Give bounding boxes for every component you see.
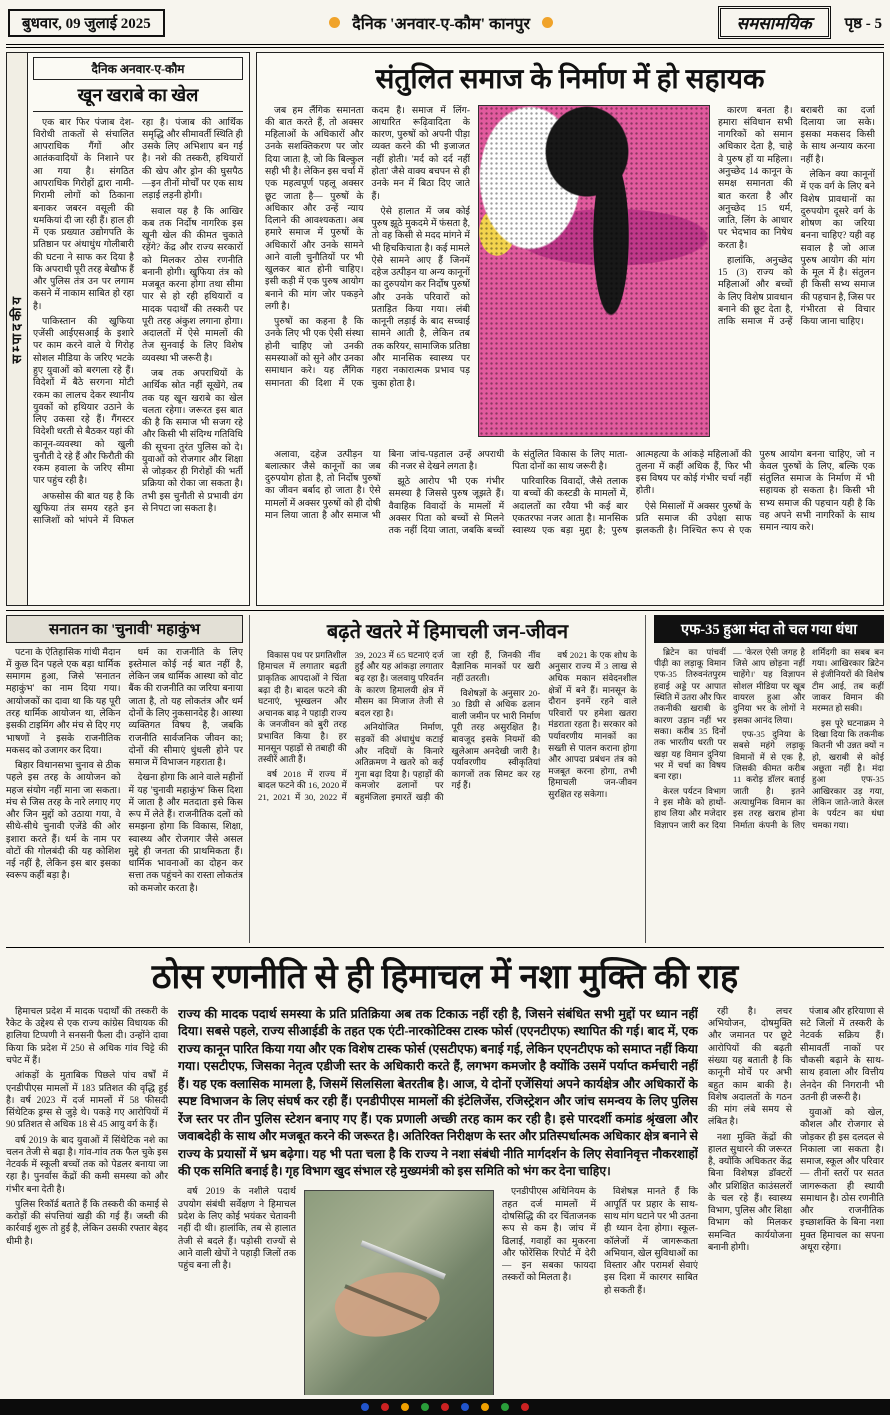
article-sanatan	[6, 615, 250, 943]
main-content-row	[265, 105, 875, 443]
editorial-kicker: दैनिक अनवार-ए-कौम	[33, 57, 243, 80]
paragraph: वर्ष 2019 के बाद युवाओं में सिंथेटिक नशे का चलन तेजी से बढ़ा है। गांव-गांव तक फैल चुके इस नेटवर्क में स्कूली बच्चों तक को पेडलर बनाया जा रहा है। पुनर्वास केंद्रों की कमी समस्या को और गंभीर बना देती है।	[6, 1135, 168, 1195]
page-number: पृष्ठ - 5	[844, 15, 882, 32]
paragraph: धर्म का राजनीति के लिए इस्तेमाल कोई नई बात नहीं है, लेकिन जब धार्मिक आस्था को वोट बैंक की राजनीति का जरिया बनाया जाता है, तो यह लोकतंत्र और धर्म दोनों के लिए नुकसानदेह है। आस्था व्यक्तिगत विषय है, जबकि राजनीति सार्वजनिक जीवन का; दोनों की सीमाएं धुंधली होने पर समाज में विभाजन गहराता है।	[128, 647, 243, 769]
himachal-headline: बढ़ते खतरे में हिमाचली जन-जीवन	[326, 620, 569, 643]
article-himachal	[250, 615, 646, 943]
paragraph: विकास पथ पर प्रगतिशील हिमाचल में लगातार बढ़ती प्राकृतिक आपदाओं ने चिंता बढ़ा दी है। बादल फटने की घटनाएं, भूस्खलन और अचानक बाढ़ ने पहाड़ी राज्य के जनजीवन को बुरी तरह प्रभावित किया है। हर मानसून पहाड़ों से तबाही की तस्वीरें आती हैं।	[258, 649, 347, 765]
main-left-columns	[265, 105, 470, 443]
article-main	[256, 52, 884, 606]
header-right	[718, 6, 882, 39]
paragraph: ब्रिटेन का पांचवीं पीढ़ी का लड़ाकू विमान एफ-35 तिरुवनंतपुरम हवाई अड्डे पर आपात स्थिति में उतरा और फिर तकनीकी खराबी के कारण उड़ान नहीं भर सका। करीब 35 दिनों तक भारतीय धरती पर खड़ा यह विमान दुनिया भर में चर्चा का विषय बना रहा।	[654, 646, 726, 782]
paragraph: वर्ष 2019 के नशीले पदार्थ उपयोग संबंधी सर्वेक्षण ने हिमाचल प्रदेश के लिए कोई भयंकर चेतावनी नहीं दी थी। हालांकि, तब से हालात तेजी से बदले हैं। पड़ोसी राज्यों से आने वाली खेपों ने पहाड़ी जिलों तक पहुंच बना ली है।	[178, 1187, 296, 1272]
paragraph: बिहार विधानसभा चुनाव से ठीक पहले इस तरह के आयोजन को महज संयोग नहीं माना जा सकता। मंच से जिस तरह के नारे लगाए गए और जिन मुद्दों को उठाया गया, वे सीधे-सीधे चुनावी एजेंडे की ओर इशारा करते हैं। धर्म के नाम पर वोटों की गोलबंदी की यह कोशिश नई नहीं है, लेकिन इस बार इसका स्वरूप कहीं बड़ा है।	[6, 761, 121, 882]
paragraph: इस पूरे घटनाक्रम ने दिखा दिया कि तकनीक कितनी भी उन्नत क्यों न हो, खराबी से कोई अछूता नहीं है। मंदा हुआ एफ-35 आखिरकार उड़ गया, लेकिन जाते-जाते केरल के पर्यटन का धंधा चमका गया।	[812, 717, 884, 830]
editorial-body	[33, 117, 243, 585]
bottom-center-right-columns	[502, 1186, 698, 1395]
paragraph: विशेषज्ञ मानते हैं कि आपूर्ति पर प्रहार के साथ-साथ मांग घटाने पर भी उतना ही ध्यान देना होगा। स्कूल-कॉलेजों में जागरूकता अभियान, खेल सुविधाओं का विस्तार और परामर्श सेवाएं इस दिशा में कारगर साबित हो सकती हैं।	[604, 1187, 698, 1296]
paragraph: आंकड़ों के मुताबिक पिछले पांच वर्षों में एनडीपीएस मामलों में 183 प्रतिशत की वृद्धि हुई है। वर्ष 2023 में दर्ज मामलों में 58 फीसदी सिंथेटिक ड्रग्स से जुड़े थे। पकड़े गए आरोपियों में 90 प्रतिशत से अधिक 18 से 45 आयु वर्ग के हैं।	[6, 1071, 168, 1131]
bottom-content-row	[6, 1006, 884, 1395]
himachal-body	[258, 650, 637, 940]
date-label: बुधवार, 09 जुलाई 2025	[8, 9, 165, 37]
paragraph: जब हम लैंगिक समानता की बात करते हैं, तो अक्सर महिलाओं के अधिकारों और उनके सशक्तिकरण पर जोर दिया जाता है, जो कि बिल्कुल सही भी है। लेकिन इस चर्चा में एक महत्वपूर्ण पहलू अक्सर छूट जाता है— पुरुषों के अधिकार और उन्हें न्याय दिलाने की आवश्यकता। अब हमारे समाज में पुरुषों के अधिकारों और उनके सामने आने वाली चुनौतियों पर भी खुलकर बात होनी चाहिए। इसी कड़ी में एक पुरुष आयोग बनाने की मांग जोर पकड़ने लगी है।	[265, 105, 364, 312]
footer-bar	[0, 1399, 890, 1415]
bottom-intro: राज्य की मादक पदार्थ समस्या के प्रति प्रतिक्रिया अब तक टिकाऊ नहीं रही है, जिसने संबंधित सभी मुद्दों पर ध्यान नहीं दिया। सबसे पहले, राज्य सीआईडी के तहत एक एंटी-नारकोटिक्स टास्क फोर्स (एएनटीएफ) स्थापित की गई। बाद में, एक राज्य कानून पारित किया गया और एक विशेष टास्क फोर्स (एसटीएफ) बनाई गई, लेकिन एएनटीएफ को समाप्त नहीं किया गया। एसटीएफ, जिसका नेतृत्व एडीजी स्तर के अधिकारी करते हैं, लगभग कमजोर है क्योंकि उसमें पर्याप्त कर्मचारी नहीं हैं। यह एक क्लासिक मामला है, जिसमें सिलसिला बेतरतीब है। आज, ये दोनों एजेंसियां अपने कार्यक्षेत्र और अधिकारों के स्पष्ट विभाजन के लिए संघर्ष कर रही हैं। एनडीपीएस मामलों की इंटेलिजेंस, रजिस्ट्रेशन और जांच समन्वय के लिए पुलिस रेंज स्तर पर तीन पुलिस स्टेशन बनाए गए हैं। एक प्रणाली अच्छी तरह काम कर रही है। इसे पारदर्शी कमांड श्रृंखला और जवाबदेही के साथ और मजबूत करने की जरूरत है। अतिरिक्त निरीक्षण के स्तर और प्रतिस्पर्धात्मक अधिकार क्षेत्र बनाने से राज्य के प्रयासों में भ्रम बढ़ेगा। यह भी पता चला है कि राज्य ने नशा संबंधी नीति मार्गदर्शन के लिए सेवानिवृत्त नौकरशाहों की एक समिति बनाई है। गृह विभाग खुद संभाल रहे मुख्यमंत्री को इस समिति को भंग कर देना चाहिए।	[178, 1006, 698, 1178]
masthead	[329, 12, 553, 34]
bottom-headline: ठोस रणनीति से ही हिमाचल में नशा मुक्ति की राह	[151, 958, 739, 996]
paragraph: कारण बनता है। हमारा संविधान सभी नागरिकों को समान अधिकार देता है, चाहे वे पुरुष हों या महिला। अनुच्छेद 14 कानून के समक्ष समानता की बात करता है और अनुच्छेद 15 धर्म, जाति, लिंग के आधार पर भेदभाव का निषेध करता है।	[718, 105, 793, 251]
section-label: समसामयिक	[718, 6, 831, 39]
paragraph: अनियोजित निर्माण, सड़कों की अंधाधुंध कटाई और नदियों के किनारे अतिक्रमण ने खतरे को कई गुना बढ़ा दिया है। पहाड़ों की कमजोर ढलानों पर बहुमंजिला इमारतें खड़ी की जा रही हैं, जिनकी नींव वैज्ञानिक मानकों पर खरी नहीं उतरती।	[354, 649, 541, 802]
paragraph: हिमाचल प्रदेश में मादक पदार्थों की तस्करी के रैकेट के उद्देश्य से एक राज्य कांग्रेस विधायक की हालिया टिप्पणी ने सनसनी फैला दी। उन्होंने दावा किया कि प्रदेश में 250 से अधिक गांव चिट्टे की चपेट में हैं।	[6, 1006, 168, 1066]
paragraph: सवाल यह है कि आखिर कब तक निर्दोष नागरिक इस खूनी खेल की कीमत चुकाते रहेंगे? केंद्र और राज्य सरकारों को मिलकर ठोस रणनीति बनानी होगी। खुफिया तंत्र को मजबूत करना होगा तथा सीमा पार से हो रही हथियारों व मादक पदार्थों की तस्करी पर पूरी तरह अंकुश लगाना होगा। अदालतों में ऐसे मामलों की तेज सुनवाई के लिए विशेष व्यवस्था भी जरूरी है।	[142, 206, 243, 364]
main-headline: संतुलित समाज के निर्माण में हो सहायक	[375, 63, 765, 95]
sanatan-body	[6, 647, 243, 939]
footer-dot	[501, 1403, 509, 1411]
article-editorial	[6, 52, 250, 606]
editorial-headline: खून खराबे का खेल	[33, 83, 243, 112]
main-right-columns	[718, 105, 875, 443]
sanatan-headline: सनातन का 'चुनावी' महाकुंभ	[6, 615, 243, 643]
bottom-right-columns	[708, 1006, 884, 1395]
footer-dot	[461, 1403, 469, 1411]
paragraph: पटना के ऐतिहासिक गांधी मैदान में कुछ दिन पहले एक बड़ा धार्मिक समागम हुआ, जिसे 'सनातन महाकुंभ' का नाम दिया गया। आयोजकों का दावा था कि यह पूरी तरह धार्मिक आयोजन था, लेकिन इसकी टाइमिंग और मंच से दिए गए भाषणों ने इसके राजनीतिक मकसद को उजागर कर दिया।	[6, 647, 121, 756]
paragraph: विशेषज्ञों के अनुसार 20-30 डिग्री से अधिक ढलान वाली जमीन पर भारी निर्माण पूरी तरह असुरक्षित है। बावजूद इसके नियमों की खुलेआम अनदेखी जारी है। पर्यावरणीय स्वीकृतियां कागजों तक सिमट कर रह गई हैं।	[451, 687, 541, 791]
paragraph: लेकिन क्या कानूनों में एक वर्ग के लिए बने विशेष प्रावधानों का दुरुपयोग दूसरे वर्ग के शोषण का जरिया बनना चाहिए? यही वह सवाल है जो आज पुरुष आयोग की मांग के मूल में है। संतुलन ही किसी सभ्य समाज की पहचान है, जिस पर गंभीरता से विचार किया जाना चाहिए।	[800, 170, 875, 328]
paragraph: एक बार फिर पंजाब देश-विरोधी ताकतों से संचालित आपराधिक गैंगों और आतंकवादियों के निशाने पर आ गया है। संगठित आपराधिक गिरोहों द्वारा नामी-गिरामी लोगों को ठिकाना बनाकर जबरन वसूली की धमकियां दी जा रही हैं। हाल ही में एक प्रख्यात उद्योगपति के प्रतिष्ठान पर अंधाधुंध गोलीबारी की घटना ने साफ कर दिया है कि अपराधी पूरी तरह बेखौफ हैं और पुलिस तंत्र उन पर लगाम कसने में नाकाम साबित हो रहा है।	[33, 117, 134, 312]
bottom-left-column	[6, 1006, 168, 1395]
bullet-icon	[542, 17, 553, 28]
paragraph: देखना होगा कि आने वाले महीनों में यह 'चुनावी महाकुंभ' किस दिशा में जाता है और मतदाता इसे किस रूप में लेते हैं। राजनीतिक दलों को समझना होगा कि विकास, शिक्षा, स्वास्थ्य और रोजगार जैसे असल मुद्दे ही जनता की प्राथमिकता हैं। धार्मिक भावनाओं का दोहन कर सत्ता तक पहुंचने का रास्ता लोकतंत्र को कमजोर करता है।	[128, 773, 243, 894]
paragraph: पुरुषों का कहना है कि उनके लिए भी एक ऐसी संस्था होनी चाहिए जो उनकी समस्याओं को सुने और उनका समाधान करे। यह लैंगिक समानता की दिशा में एक कदम है। समाज में लिंग-आधारित रूढ़िवादिता के कारण, पुरुषों को अपनी पीड़ा व्यक्त करने की भी इजाजत नहीं होती। 'मर्द को दर्द नहीं होता' जैसे वाक्य बचपन से ही उनके मन में बिठा दिए जाते हैं।	[265, 105, 470, 389]
paragraph: वर्ष 2018 में राज्य में बादल फटने की 16, 2020 में 21, 2021 में 30, 2022 में 39, 2023 में 65 घटनाएं दर्ज हुईं और यह आंकड़ा लगातार बढ़ रहा है। जलवायु परिवर्तन के कारण हिमालयी क्षेत्र में मौसम का मिजाज तेजी से बदल रहा है।	[258, 649, 444, 802]
masthead-title: दैनिक 'अनवार-ए-कौम' कानपुर	[352, 15, 531, 33]
footer-dot	[421, 1403, 429, 1411]
paragraph: पारिवारिक विवादों, जैसे तलाक या बच्चों की कस्टडी के मामलों में, अदालतों का रवैया भी कई बार एकतरफा नजर आता है। मानसिक स्वास्थ्य एक बड़ा मुद्दा है; पुरुष आत्महत्या के आंकड़े महिलाओं की तुलना में कहीं अधिक हैं, फिर भी इस विषय पर कोई गंभीर चर्चा नहीं होती।	[512, 449, 752, 537]
footer-dot	[361, 1403, 369, 1411]
paragraph: पुलिस रिकॉर्ड बताते हैं कि तस्करी की कमाई से करोड़ों की संपत्तियां खड़ी की गई हैं। जब्ती की कार्रवाई शुरू तो हुई है, लेकिन उसकी रफ्तार बेहद धीमी है।	[6, 1199, 168, 1247]
article-f35	[646, 615, 884, 943]
f35-body	[654, 647, 884, 935]
top-row	[6, 52, 884, 606]
footer-dot	[481, 1403, 489, 1411]
page-header	[6, 4, 884, 42]
paragraph: नशा मुक्ति केंद्रों की हालत सुधारने की जरूरत है, क्योंकि अधिकतर केंद्र बिना विशेषज्ञ डॉक्टरों और प्रशिक्षित काउंसलरों के चल रहे हैं। स्वास्थ्य विभाग, पुलिस और शिक्षा विभाग को मिलकर समन्वित कार्ययोजना बनानी होगी।	[708, 1132, 792, 1253]
paragraph: एफ-35 दुनिया के सबसे महंगे लड़ाकू विमानों में से एक है, जिसकी कीमत करीब 11 करोड़ डॉलर बताई जाती है। इतने अत्याधुनिक विमान का इस तरह खराब होना निर्माता कंपनी के लिए शर्मिंदगी का सबब बन गया। आखिरकार ब्रिटेन से इंजीनियरों की विशेष टीम आई, तब कहीं जाकर विमान की मरम्मत हो सकी।	[733, 646, 884, 830]
bottom-center	[178, 1006, 698, 1395]
paragraph: पाकिस्तान की खुफिया एजेंसी आईएसआई के इशारे पर काम करने वाले ये गिरोह सोशल मीडिया के जरिए भटके हुए युवाओं को बरगला रहे हैं। विदेशों में बैठे सरगना मोटी रकम का लालच देकर स्थानीय युवकों को हथियार उठाने के लिए उकसा रहे हैं। गैंगस्टर विदेशी धरती से बैठकर यहां की कानून-व्यवस्था को खुली चुनौती दे रहे हैं और फिरौती की रकम हवाला के जरिए सीमा पार पहुंच रही है।	[33, 316, 134, 487]
paragraph: हालांकि, अनुच्छेद 15 (3) राज्य को महिलाओं और बच्चों के लिए विशेष प्रावधान बनाने की छूट देता है, ताकि समाज में उन्हें बराबरी का दर्जा दिलाया जा सके। इसका मकसद किसी के साथ अन्याय करना नहीं है।	[718, 105, 875, 328]
footer-dot	[381, 1403, 389, 1411]
paragraph: रही है। लचर अभियोजन, दोषमुक्ति और जमानत पर छूटे आरोपियों की बढ़ती संख्या यह बताती है कि कानूनी मोर्चे पर अभी बहुत काम बाकी है। विशेष अदालतों के गठन की मांग लंबे समय से लंबित है।	[708, 1006, 792, 1128]
paragraph: युवाओं को खेल, कौशल और रोजगार से जोड़कर ही इस दलदल से निकाला जा सकता है। समाज, स्कूल और परिवार— तीनों स्तरों पर सतत जागरूकता ही स्थायी समाधान है। ठोस रणनीति और राजनीतिक इच्छाशक्ति के बिना नशा मुक्त हिमाचल का सपना अधूरा रहेगा।	[800, 1108, 884, 1253]
f35-headline: एफ-35 हुआ मंदा तो चल गया धंधा	[654, 615, 884, 643]
footer-dot	[441, 1403, 449, 1411]
paragraph: केरल पर्यटन विभाग ने इस मौके को हाथों-हाथ लिया और मजेदार विज्ञापन जारी कर दिया— 'केरल ऐसी जगह है जिसे आप छोड़ना नहीं चाहेंगे।' यह विज्ञापन सोशल मीडिया पर खूब वायरल हुआ और दुनिया भर के लोगों ने इसका आनंद लिया।	[654, 646, 805, 830]
paragraph: पंजाब और हरियाणा से सटे जिलों में तस्करी के नेटवर्क सक्रिय हैं। सीमावर्ती नाकों पर चौकसी बढ़ाने के साथ-साथ हवाला और वित्तीय लेनदेन की निगरानी भी उतनी ही जरूरी है।	[800, 1006, 884, 1103]
bullet-icon	[329, 17, 340, 28]
editorial-strip	[7, 53, 28, 605]
article-drug-strategy	[6, 947, 884, 1395]
drugs-photo	[304, 1190, 494, 1395]
paragraph: एनडीपीएस अधिनियम के तहत दर्ज मामलों में दोषसिद्धि की दर चिंताजनक रूप से कम है। जांच में ढिलाई, गवाहों का मुकरना और फोरेंसिक रिपोर्ट में देरी— इन सबका फायदा तस्करों को मिलता है।	[502, 1187, 596, 1284]
editorial-vertical-label: सम्पादकीय	[9, 293, 24, 364]
paragraph: अलावा, दहेज उत्पीड़न या बलात्कार जैसे कानूनों का जब दुरुपयोग होता है, तो निर्दोष पुरुषों का जीवन बर्बाद हो जाता है। ऐसे मामलों में अक्सर पुरुषों को ही दोषी मान लिया जाता है और समाज भी बिना जांच-पड़ताल उन्हें अपराधी की नजर से देखने लगता है।	[265, 449, 505, 521]
bottom-center-row	[178, 1186, 698, 1395]
middle-row	[6, 610, 884, 943]
divider	[6, 44, 884, 48]
paragraph: ऐसे मिसालों में अक्सर पुरुषों के प्रति समाज की उपेक्षा साफ झलकती है। निश्चित रूप से एक पुरुष आयोग बनना चाहिए, जो न केवल पुरुषों के लिए, बल्कि एक संतुलित समाज के निर्माण में भी सहायक हो सकता है। किसी भी सभ्य समाज की पहचान यही है कि वह अपने सभी नागरिकों के साथ समान न्याय करे।	[635, 449, 875, 537]
paragraph: वर्ष 2021 के एक शोध के अनुसार राज्य में 3 लाख से अधिक मकान संवेदनशील क्षेत्रों में बने हैं। मानसून के दौरान इनमें रहने वाले परिवारों पर हमेशा खतरा मंडराता रहता है। सरकार को पर्यावरणीय मानकों का सख्ती से पालन कराना होगा और आपदा प्रबंधन तंत्र को मजबूत करना होगा, तभी हिमाचली जन-जीवन सुरक्षित रह सकेगा।	[548, 649, 637, 799]
footer-dot	[521, 1403, 529, 1411]
paragraph: जब तक अपराधियों के आर्थिक स्रोत नहीं सूखेंगे, तब तक यह खून खराबे का खेल चलता रहेगा। जरूरत इस बात की है कि समाज भी सजग रहे और किसी भी संदिग्ध गतिविधि की सूचना तुरंत पुलिस को दे। युवाओं को रोजगार और शिक्षा से जोड़कर ही गिरोहों की भर्ती प्रक्रिया को रोका जा सकता है। तभी इस चुनौती से प्रभावी ढंग से निपटा जा सकता है।	[142, 368, 243, 514]
main-article-image	[478, 105, 710, 437]
paragraph: अफसोस की बात यह है कि खुफिया तंत्र समय रहते इन साजिशों को भांपने में विफल रहा है। पंजाब की आर्थिक समृद्धि और सीमावर्ती स्थिति ही उसके लिए अभिशाप बन गई है। नशे की तस्करी, हथियारों की खेप और ड्रोन की घुसपैठ—इन तीनों मोर्चों पर एक साथ लड़ाई लड़नी होगी।	[33, 117, 243, 527]
bottom-center-left-column	[178, 1186, 296, 1395]
paragraph: ऐसे हालात में जब कोई पुरुष झूठे मुकदमे में फंसता है, तो वह किसी से मदद मांगने में भी हिचकिचाता है। कई मामले ऐसे सामने आए हैं जिनमें दहेज उत्पीड़न या अन्य कानूनों का दुरुपयोग कर निर्दोष पुरुषों और उनके परिवारों को प्रताड़ित किया गया। लंबी कानूनी लड़ाई के बाद सच्चाई सामने आती है, लेकिन तब तक करियर, सामाजिक प्रतिष्ठा और मानसिक स्वास्थ्य पर गहरा नकारात्मक प्रभाव पड़ चुका होता है।	[371, 206, 470, 389]
main-bottom-columns	[265, 449, 875, 601]
paragraph: झूठे आरोप भी एक गंभीर समस्या है जिससे पुरुष जूझते हैं। वैवाहिक विवादों के मामलों में अक्सर पिता को बच्चों से मिलने तक नहीं दिया जाता, जबकि बच्चों के संतुलित विकास के लिए माता-पिता दोनों का साथ जरूरी है।	[388, 449, 628, 537]
footer-dot	[401, 1403, 409, 1411]
